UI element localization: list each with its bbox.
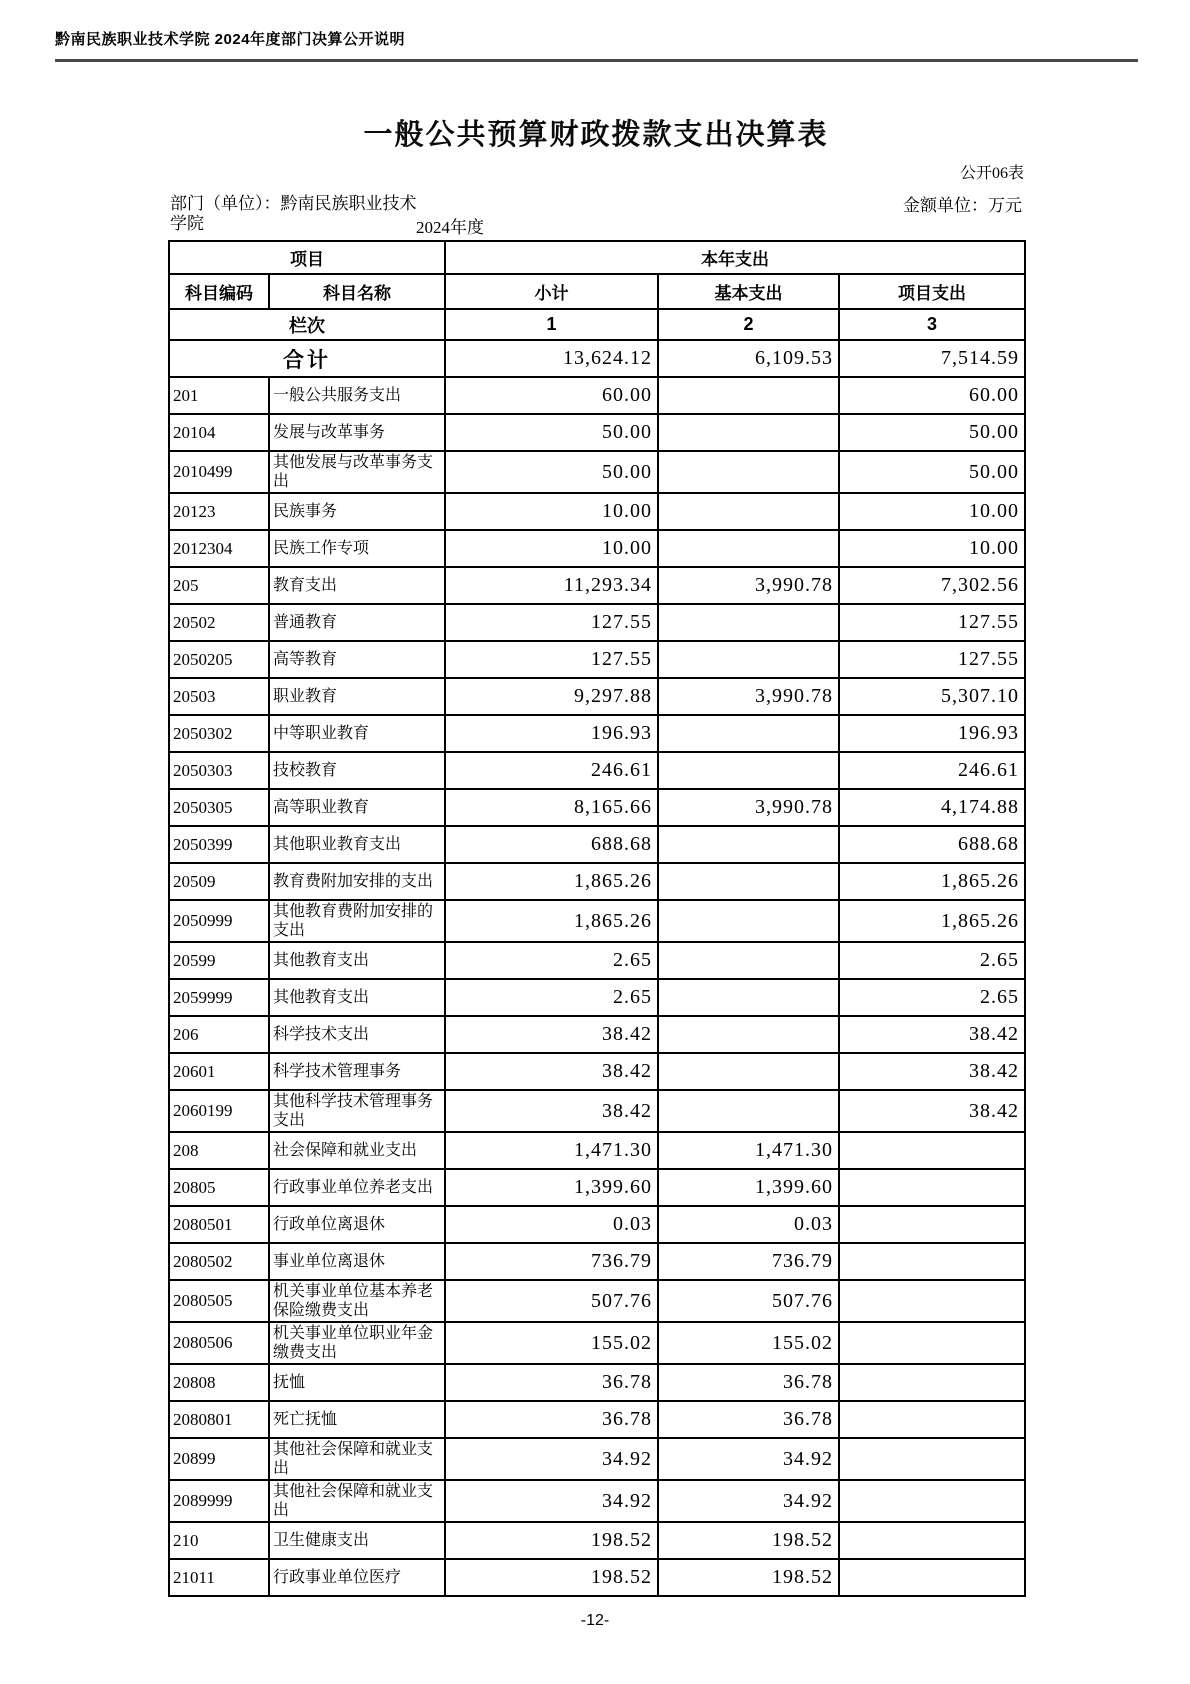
amount-unit-label: 金额单位：万元	[903, 196, 1022, 215]
basic-value-cell	[658, 493, 839, 530]
subject-code-cell: 2050999	[169, 900, 269, 942]
basic-value-cell	[658, 1016, 839, 1053]
table-row	[169, 1438, 1025, 1480]
subject-code-cell: 20502	[169, 604, 269, 641]
subject-name-cell: 机关事业单位基本养老保险缴费支出	[269, 1280, 445, 1322]
total-subtotal-value: 13,624.12	[445, 340, 658, 377]
subject-code-cell: 20601	[169, 1053, 269, 1090]
project-value-cell: 10.00	[839, 493, 1025, 530]
subject-name-cell: 职业教育	[269, 678, 445, 715]
project-value-cell: 127.55	[839, 641, 1025, 678]
subject-name-cell: 社会保障和就业支出	[269, 1132, 445, 1169]
column-index-2: 2	[658, 309, 839, 340]
basic-value-cell: 1,471.30	[658, 1132, 839, 1169]
subject-code-cell: 21011	[169, 1559, 269, 1596]
subtotal-value-cell: 127.55	[445, 604, 658, 641]
project-value-cell: 38.42	[839, 1090, 1025, 1132]
subtotal-value-cell: 8,165.66	[445, 789, 658, 826]
subject-code-cell: 20805	[169, 1169, 269, 1206]
table-row	[169, 451, 1025, 493]
subtotal-value-cell: 507.76	[445, 1280, 658, 1322]
basic-value-cell: 736.79	[658, 1243, 839, 1280]
subtotal-value-cell: 1,865.26	[445, 863, 658, 900]
subject-name-cell: 其他科学技术管理事务支出	[269, 1090, 445, 1132]
subtotal-value-cell: 127.55	[445, 641, 658, 678]
subject-code-cell: 2089999	[169, 1480, 269, 1522]
table-row	[169, 1090, 1025, 1132]
subject-name-cell: 技校教育	[269, 752, 445, 789]
subject-code-cell: 2080502	[169, 1243, 269, 1280]
subject-name-cell: 其他教育支出	[269, 979, 445, 1016]
project-value-cell	[839, 1322, 1025, 1364]
page-running-header	[55, 28, 1138, 62]
subtotal-value-cell: 198.52	[445, 1559, 658, 1596]
total-label: 合计	[169, 340, 445, 377]
header-subtotal: 小计	[445, 274, 658, 309]
total-basic-value: 6,109.53	[658, 340, 839, 377]
subtotal-value-cell: 155.02	[445, 1322, 658, 1364]
basic-value-cell: 155.02	[658, 1322, 839, 1364]
subject-name-cell: 其他教育费附加安排的支出	[269, 900, 445, 942]
project-value-cell: 246.61	[839, 752, 1025, 789]
subject-code-cell: 2050302	[169, 715, 269, 752]
table-row	[169, 1559, 1025, 1596]
basic-value-cell: 3,990.78	[658, 567, 839, 604]
project-value-cell	[839, 1364, 1025, 1401]
subject-code-cell: 20899	[169, 1438, 269, 1480]
table-row	[169, 789, 1025, 826]
subject-name-cell: 普通教育	[269, 604, 445, 641]
subtotal-value-cell: 246.61	[445, 752, 658, 789]
project-value-cell: 7,302.56	[839, 567, 1025, 604]
subject-code-cell: 2050303	[169, 752, 269, 789]
column-index-3: 3	[839, 309, 1025, 340]
project-value-cell	[839, 1243, 1025, 1280]
table-row	[169, 1206, 1025, 1243]
project-value-cell	[839, 1280, 1025, 1322]
subject-code-cell: 20104	[169, 414, 269, 451]
subtotal-value-cell: 2.65	[445, 979, 658, 1016]
project-value-cell	[839, 1480, 1025, 1522]
project-value-cell: 2.65	[839, 942, 1025, 979]
total-row	[169, 340, 1025, 377]
running-header-text: 黔南民族职业技术学院 2024年度部门决算公开说明	[55, 31, 406, 48]
project-value-cell: 38.42	[839, 1016, 1025, 1053]
basic-value-cell	[658, 377, 839, 414]
subject-code-cell: 20808	[169, 1364, 269, 1401]
basic-value-cell: 198.52	[658, 1559, 839, 1596]
subject-name-cell: 行政事业单位养老支出	[269, 1169, 445, 1206]
basic-value-cell	[658, 942, 839, 979]
basic-value-cell: 0.03	[658, 1206, 839, 1243]
subject-code-cell: 2080506	[169, 1322, 269, 1364]
table-row	[169, 1016, 1025, 1053]
subject-name-cell: 其他社会保障和就业支出	[269, 1480, 445, 1522]
basic-value-cell: 1,399.60	[658, 1169, 839, 1206]
header-current-year-group: 本年支出	[445, 241, 1025, 274]
total-project-value: 7,514.59	[839, 340, 1025, 377]
subtotal-value-cell: 38.42	[445, 1016, 658, 1053]
table-meta-row	[168, 194, 1024, 238]
subtotal-value-cell: 36.78	[445, 1364, 658, 1401]
fiscal-year-label: 2024年度	[416, 218, 484, 237]
subtotal-value-cell: 34.92	[445, 1438, 658, 1480]
department-label: 部门（单位）：黔南民族职业技术学院	[170, 194, 417, 233]
basic-value-cell	[658, 414, 839, 451]
table-row	[169, 1169, 1025, 1206]
subject-code-cell: 20123	[169, 493, 269, 530]
basic-value-cell: 36.78	[658, 1364, 839, 1401]
subject-name-cell: 死亡抚恤	[269, 1401, 445, 1438]
table-number: 公开06表	[959, 165, 1024, 182]
table-row	[169, 1401, 1025, 1438]
project-value-cell: 50.00	[839, 414, 1025, 451]
subject-code-cell: 2080801	[169, 1401, 269, 1438]
table-row	[169, 715, 1025, 752]
table-row	[169, 942, 1025, 979]
subject-name-cell: 科学技术管理事务	[269, 1053, 445, 1090]
subject-name-cell: 发展与改革事务	[269, 414, 445, 451]
table-row	[169, 493, 1025, 530]
project-value-cell	[839, 1169, 1025, 1206]
subtotal-value-cell: 2.65	[445, 942, 658, 979]
header-columns-row	[169, 274, 1025, 309]
document-content	[168, 118, 1024, 1597]
project-value-cell: 5,307.10	[839, 678, 1025, 715]
project-value-cell: 60.00	[839, 377, 1025, 414]
page-number: -12-	[580, 1612, 610, 1629]
header-project-expenditure: 项目支出	[839, 274, 1025, 309]
subtotal-value-cell: 196.93	[445, 715, 658, 752]
project-value-cell: 38.42	[839, 1053, 1025, 1090]
basic-value-cell	[658, 979, 839, 1016]
subtotal-value-cell: 50.00	[445, 451, 658, 493]
table-row	[169, 1322, 1025, 1364]
subtotal-value-cell: 198.52	[445, 1522, 658, 1559]
table-row	[169, 1132, 1025, 1169]
subject-code-cell: 208	[169, 1132, 269, 1169]
subtotal-value-cell: 688.68	[445, 826, 658, 863]
subject-name-cell: 教育支出	[269, 567, 445, 604]
subject-code-cell: 206	[169, 1016, 269, 1053]
table-row	[169, 530, 1025, 567]
basic-value-cell: 34.92	[658, 1480, 839, 1522]
project-value-cell: 10.00	[839, 530, 1025, 567]
project-value-cell	[839, 1206, 1025, 1243]
project-value-cell: 2.65	[839, 979, 1025, 1016]
basic-value-cell	[658, 641, 839, 678]
basic-value-cell	[658, 1090, 839, 1132]
subtotal-value-cell: 38.42	[445, 1053, 658, 1090]
basic-value-cell: 507.76	[658, 1280, 839, 1322]
project-value-cell: 196.93	[839, 715, 1025, 752]
project-value-cell	[839, 1132, 1025, 1169]
subject-name-cell: 中等职业教育	[269, 715, 445, 752]
subject-name-cell: 其他教育支出	[269, 942, 445, 979]
table-row	[169, 414, 1025, 451]
basic-value-cell	[658, 451, 839, 493]
subtotal-value-cell: 10.00	[445, 530, 658, 567]
subject-code-cell: 2060199	[169, 1090, 269, 1132]
table-row	[169, 567, 1025, 604]
basic-value-cell	[658, 900, 839, 942]
header-basic-expenditure: 基本支出	[658, 274, 839, 309]
basic-value-cell: 34.92	[658, 1438, 839, 1480]
lanci-label: 栏次	[169, 309, 445, 340]
table-row	[169, 1480, 1025, 1522]
column-index-1: 1	[445, 309, 658, 340]
subtotal-value-cell: 9,297.88	[445, 678, 658, 715]
subject-code-cell: 2050205	[169, 641, 269, 678]
project-value-cell	[839, 1438, 1025, 1480]
table-row	[169, 641, 1025, 678]
subject-code-cell: 2050399	[169, 826, 269, 863]
table-row	[169, 1053, 1025, 1090]
table-row	[169, 1243, 1025, 1280]
table-row	[169, 1280, 1025, 1322]
basic-value-cell: 3,990.78	[658, 678, 839, 715]
table-row	[169, 604, 1025, 641]
project-value-cell: 50.00	[839, 451, 1025, 493]
budget-expenditure-table	[168, 240, 1026, 1597]
subject-name-cell: 事业单位离退休	[269, 1243, 445, 1280]
project-value-cell: 688.68	[839, 826, 1025, 863]
subtotal-value-cell: 36.78	[445, 1401, 658, 1438]
subject-code-cell: 20509	[169, 863, 269, 900]
project-value-cell: 127.55	[839, 604, 1025, 641]
subject-code-cell: 2080505	[169, 1280, 269, 1322]
subject-name-cell: 教育费附加安排的支出	[269, 863, 445, 900]
subject-name-cell: 其他社会保障和就业支出	[269, 1438, 445, 1480]
subject-code-cell: 205	[169, 567, 269, 604]
basic-value-cell: 3,990.78	[658, 789, 839, 826]
subject-name-cell: 一般公共服务支出	[269, 377, 445, 414]
subject-code-cell: 210	[169, 1522, 269, 1559]
subject-name-cell: 抚恤	[269, 1364, 445, 1401]
subtotal-value-cell: 34.92	[445, 1480, 658, 1522]
subject-name-cell: 科学技术支出	[269, 1016, 445, 1053]
subject-name-cell: 卫生健康支出	[269, 1522, 445, 1559]
header-group-row	[169, 241, 1025, 274]
subject-name-cell: 行政单位离退休	[269, 1206, 445, 1243]
header-subject-code: 科目编码	[169, 274, 269, 309]
project-value-cell: 1,865.26	[839, 900, 1025, 942]
subtotal-value-cell: 10.00	[445, 493, 658, 530]
subject-name-cell: 高等教育	[269, 641, 445, 678]
basic-value-cell	[658, 715, 839, 752]
table-row	[169, 1522, 1025, 1559]
basic-value-cell	[658, 752, 839, 789]
header-project-group: 项目	[169, 241, 445, 274]
table-row	[169, 900, 1025, 942]
table-row	[169, 1364, 1025, 1401]
subject-code-cell: 201	[169, 377, 269, 414]
project-value-cell	[839, 1559, 1025, 1596]
basic-value-cell	[658, 1053, 839, 1090]
subject-name-cell: 民族工作专项	[269, 530, 445, 567]
table-row	[169, 979, 1025, 1016]
subject-code-cell: 20503	[169, 678, 269, 715]
project-value-cell: 4,174.88	[839, 789, 1025, 826]
subtotal-value-cell: 1,471.30	[445, 1132, 658, 1169]
basic-value-cell	[658, 826, 839, 863]
subject-name-cell: 机关事业单位职业年金缴费支出	[269, 1322, 445, 1364]
subtotal-value-cell: 1,399.60	[445, 1169, 658, 1206]
project-value-cell	[839, 1522, 1025, 1559]
table-row	[169, 678, 1025, 715]
basic-value-cell: 198.52	[658, 1522, 839, 1559]
table-body	[169, 340, 1025, 1596]
subject-name-cell: 其他职业教育支出	[269, 826, 445, 863]
subject-code-cell: 2080501	[169, 1206, 269, 1243]
basic-value-cell	[658, 530, 839, 567]
basic-value-cell	[658, 604, 839, 641]
subtotal-value-cell: 60.00	[445, 377, 658, 414]
table-row	[169, 863, 1025, 900]
project-value-cell: 1,865.26	[839, 863, 1025, 900]
table-row	[169, 377, 1025, 414]
subtotal-value-cell: 0.03	[445, 1206, 658, 1243]
subtotal-value-cell: 38.42	[445, 1090, 658, 1132]
subject-name-cell: 其他发展与改革事务支出	[269, 451, 445, 493]
subject-name-cell: 行政事业单位医疗	[269, 1559, 445, 1596]
subject-code-cell: 2059999	[169, 979, 269, 1016]
subtotal-value-cell: 11,293.34	[445, 567, 658, 604]
subject-name-cell: 民族事务	[269, 493, 445, 530]
subject-code-cell: 2012304	[169, 530, 269, 567]
subject-code-cell: 2050305	[169, 789, 269, 826]
subject-code-cell: 20599	[169, 942, 269, 979]
basic-value-cell: 36.78	[658, 1401, 839, 1438]
project-value-cell	[839, 1401, 1025, 1438]
table-row	[169, 752, 1025, 789]
table-row	[169, 826, 1025, 863]
basic-value-cell	[658, 863, 839, 900]
subtotal-value-cell: 736.79	[445, 1243, 658, 1280]
subject-code-cell: 2010499	[169, 451, 269, 493]
subject-name-cell: 高等职业教育	[269, 789, 445, 826]
subtotal-value-cell: 1,865.26	[445, 900, 658, 942]
column-index-row	[169, 309, 1025, 340]
header-subject-name: 科目名称	[269, 274, 445, 309]
subtotal-value-cell: 50.00	[445, 414, 658, 451]
document-title: 一般公共预算财政拨款支出决算表	[363, 119, 829, 151]
